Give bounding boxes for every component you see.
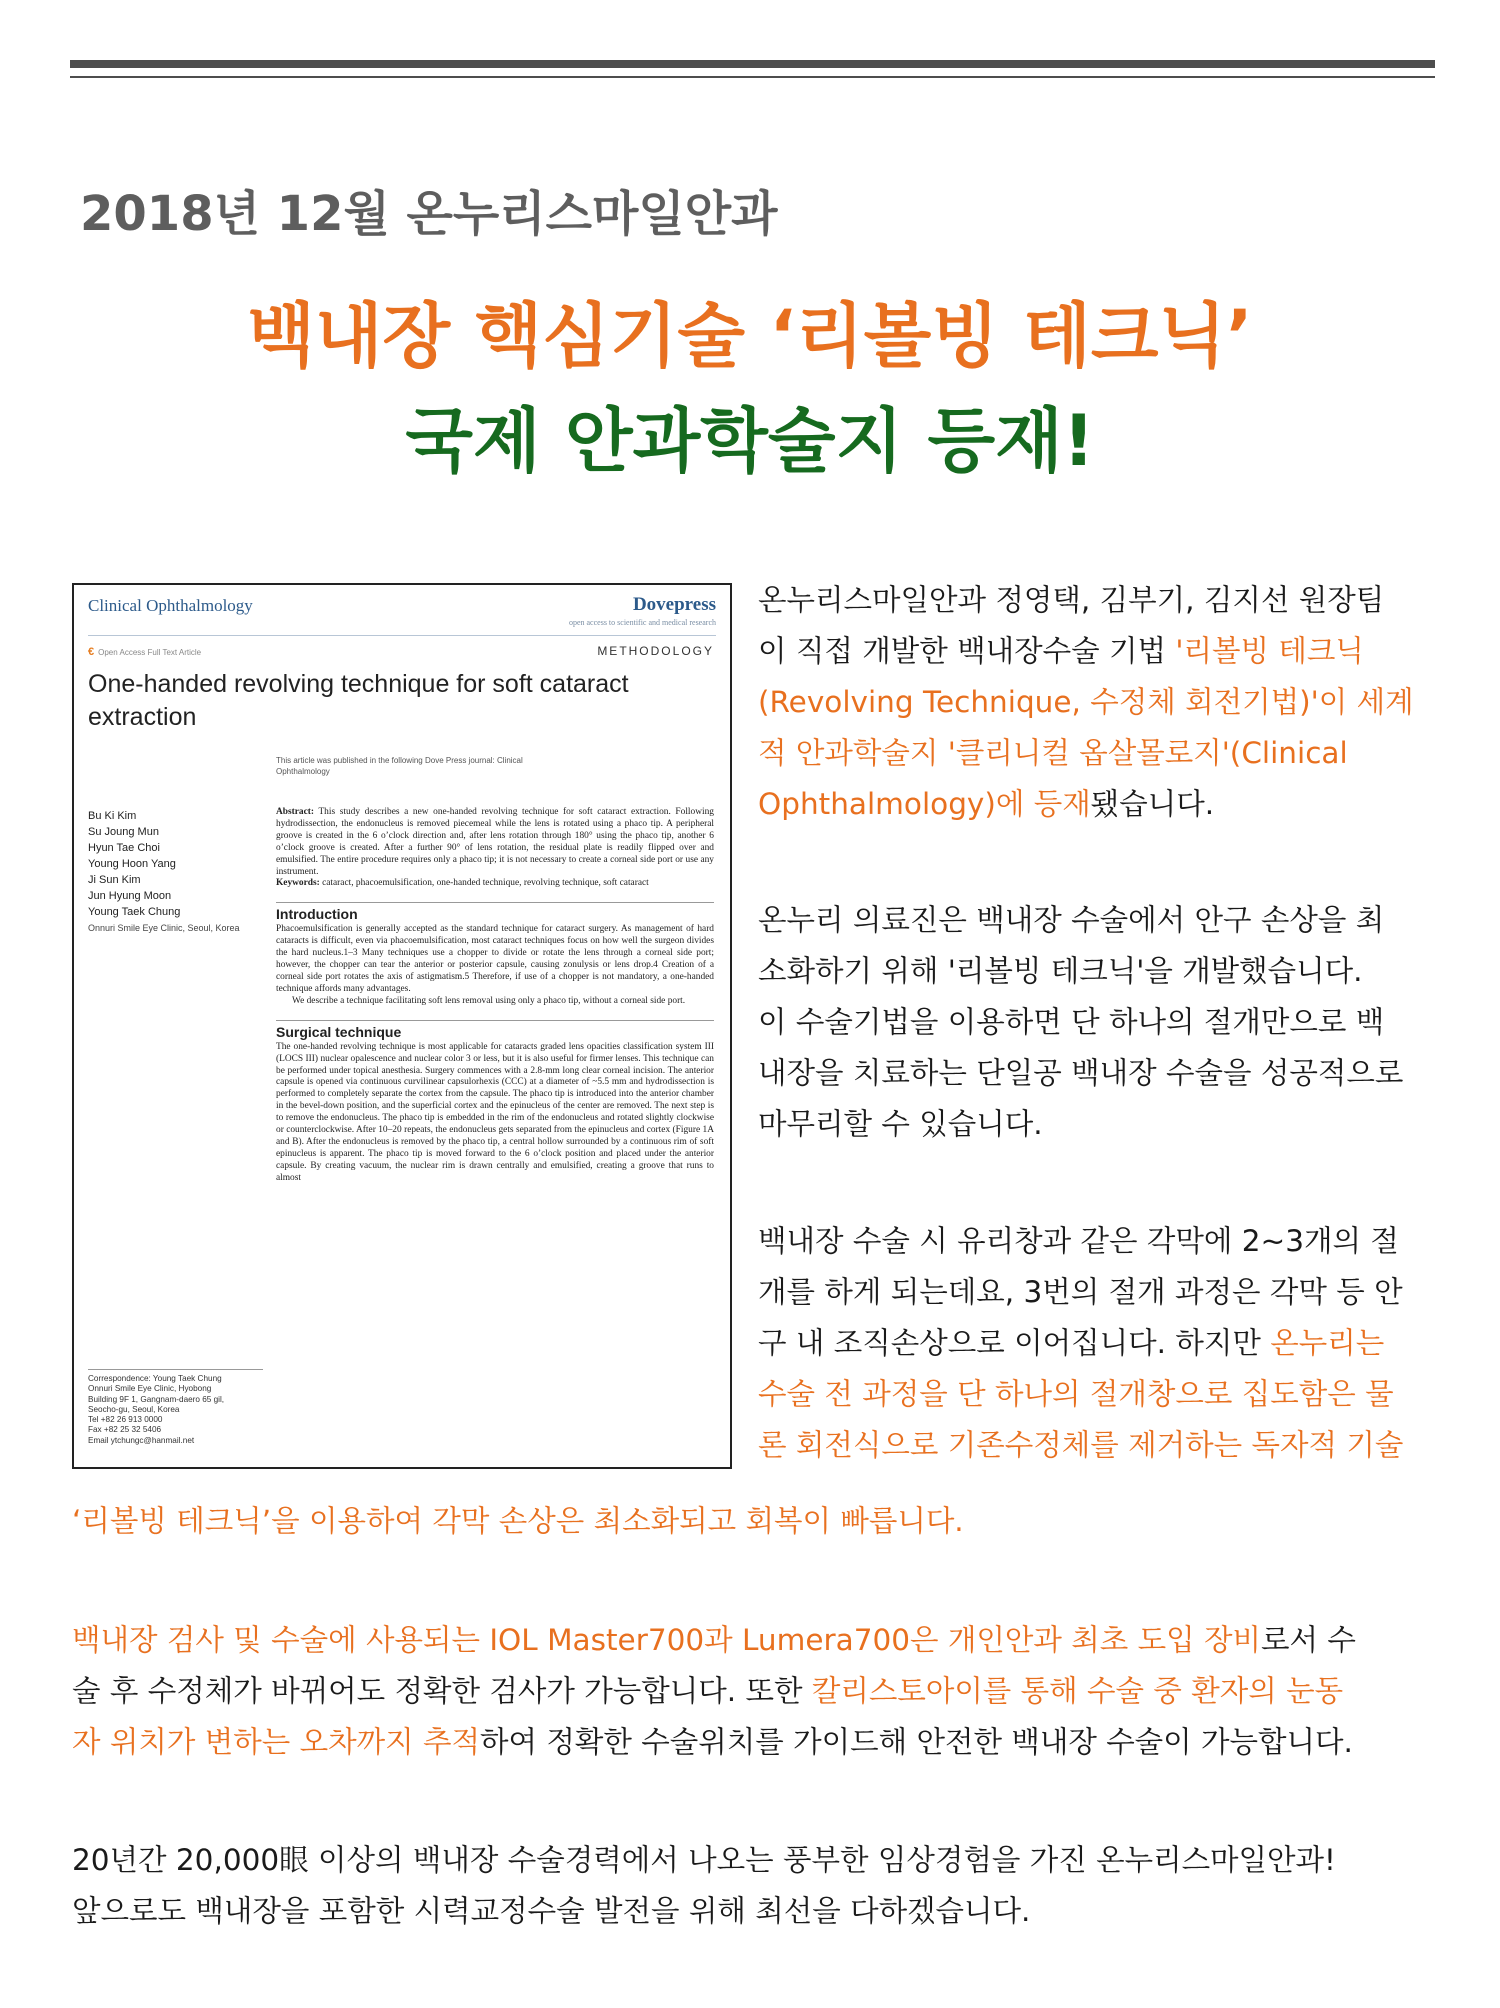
body-text: 구 내 조직손상으로 이어집니다. 하지만 [758, 1326, 1271, 1360]
highlight-text: ‘리볼빙 테크닉’을 이용하여 각막 손상은 최소화되고 회복이 빠릅니다. [72, 1504, 964, 1538]
article-author: Hyun Tae Choi [88, 842, 160, 854]
body-text: 내장을 치료하는 단일공 백내장 수술을 성공적으로 [758, 1056, 1404, 1090]
introduction-text-2: We describe a technique facilitating soft lens removal using only a phaco tip, without a corneal side port. [292, 995, 686, 1006]
text-line [758, 1420, 1403, 1471]
highlight-text: 자 위치가 변하는 오차까지 추적 [72, 1725, 480, 1759]
paragraph-incision-conclusion [72, 1496, 964, 1547]
surgical-technique-text: The one-handed revolving technique is most applicable for cataracts graded lens opacities classification system III (LOCS III) nuclear opalescence and nuclear color 3 or less, but it is also useful for firmer lenses. This technique can be performed under topical anesthesia. Surgery commences with a 2.8-mm long clear corneal incision. The anterior capsule is opened via continuous curvilinear capsulorhexis (CCC) at a diameter of ~5.5 mm and hydrodissection is performed to completely separate the cortex from the capsule. The phaco tip is introduced into the anterior chamber in the bevel-down position, and the superficial cortex and the epinucleus of the center are removed. The next step is to remove the endonucleus. The phaco tip is embedded in the rim of the endonucleus and rotated slightly clockwise or counterclockwise. After 10–20 repeats, the endonucleus gets separated from the epinucleus and cortex (Figure 1A and B). After the endonucleus is removed by the phaco tip, a central hollow surrounded by a continuous rim of soft epinucleus is apparent. The phaco tip is moved forward to the 6 o’clock position and placed under the anterior capsule. By creating vacuum, the nuclear rim is drawn centrally and emulsified, creating a groove that runs to almost [276, 1041, 714, 1183]
correspondence-line: Tel +82 26 913 0000 [88, 1415, 163, 1425]
body-text: 개를 하게 되는데요, 3번의 절개 과정은 각막 등 안 [758, 1275, 1403, 1309]
eyebrow-date-clinic: 2018년 12월 온누리스마일안과 [80, 186, 778, 242]
highlight-text: 수술 전 과정을 단 하나의 절개창으로 집도함은 물 [758, 1377, 1394, 1411]
article-body [276, 807, 714, 1185]
text-line [758, 1369, 1403, 1420]
article-journal-name: Clinical Ophthalmology [88, 596, 253, 615]
body-text: 술 후 수정체가 바뀌어도 정확한 검사가 가능합니다. 또한 [72, 1674, 812, 1708]
text-line [72, 1666, 1356, 1717]
highlight-text: 온누리는 [1270, 1326, 1385, 1360]
body-text: 백내장 수술 시 유리창과 같은 각막에 2~3개의 절 [758, 1224, 1399, 1258]
body-text: 온누리 의료진은 백내장 수술에서 안구 손상을 최 [758, 903, 1385, 937]
abstract-label: Abstract: [276, 807, 315, 817]
journal-article-image [72, 583, 732, 1469]
highlight-text: '리볼빙 테크닉 [1175, 634, 1364, 668]
correspondence-line: Seocho-gu, Seoul, Korea [88, 1404, 180, 1414]
highlight-text: 론 회전식으로 기존수정체를 제거하는 독자적 기술 [758, 1428, 1404, 1462]
abstract-text: This study describes a new one-handed revolving technique for soft cataract extraction. Following hydrodissection, the endonucleus is removed piecemeal while the lens is rotated using a phaco tip. A peripheral groove is created in the 6 o’clock direction and, after lens rotation through 180° using the phaco tip, another 6 o’clock groove is created. After a further 90° of lens rotation, the residual plate is readily flipped over and emulsified. The entire procedure requires only a phaco tip; it is not necessary to create a corneal side port or use any instrument. [276, 807, 714, 877]
paragraph-incision [758, 1216, 1403, 1471]
text-line [72, 1717, 1356, 1768]
article-abstract [276, 807, 714, 878]
text-line [72, 1835, 1336, 1886]
keywords-label: Keywords: [276, 878, 320, 889]
text-line [758, 1267, 1403, 1318]
body-text: 이 수술기법을 이용하면 단 하나의 절개만으로 백 [758, 1005, 1385, 1039]
section-heading-surgical: Surgical technique [276, 1020, 714, 1041]
body-text: 소화하기 위해 '리볼빙 테크닉'을 개발했습니다. [758, 954, 1363, 988]
article-author: Su Joung Mun [88, 826, 159, 838]
text-line [758, 575, 1414, 626]
text-line [758, 1099, 1403, 1150]
article-author: Bu Ki Kim [88, 810, 137, 822]
article-publication-note: This article was published in the following Dove Press journal: Clinical Ophthalmology [276, 756, 523, 776]
article-keywords [276, 878, 714, 890]
text-line [72, 1496, 964, 1547]
text-line [758, 728, 1414, 779]
article-affiliation: Onnuri Smile Eye Clinic, Seoul, Korea [88, 923, 240, 933]
body-text: 됐습니다. [1090, 787, 1215, 821]
highlight-text: 백내장 검사 및 수술에 사용되는 IOL Master700과 Lumera700은 개인안과 최초 도입 장비 [72, 1623, 1261, 1657]
highlight-text: 적 안과학술지 '클리니컬 옵살몰로지'(Clinical [758, 736, 1348, 770]
article-author: Ji Sun Kim [88, 874, 141, 886]
article-author: Young Taek Chung [88, 906, 181, 918]
paragraph-equipment [72, 1615, 1356, 1768]
article-open-access [88, 646, 201, 658]
body-text: 로서 수 [1261, 1623, 1356, 1657]
top-rule-thick [70, 60, 1435, 68]
highlight-text: (Revolving Technique, 수정체 회전기법)'이 세계 [758, 685, 1414, 719]
body-text: 마무리할 수 있습니다. [758, 1107, 1043, 1141]
text-line [758, 1216, 1403, 1267]
body-text: 20년간 20,000眼 이상의 백내장 수술경력에서 나오는 풍부한 임상경험을 가진 온누리스마일안과! [72, 1843, 1336, 1877]
text-line [758, 895, 1403, 946]
text-line [72, 1615, 1356, 1666]
correspondence-divider [88, 1369, 263, 1370]
text-line [758, 1048, 1403, 1099]
article-correspondence [88, 1374, 273, 1446]
paragraph-development [758, 895, 1403, 1150]
article-title: One-handed revolving technique for soft cataract extraction [88, 670, 629, 731]
correspondence-line: Onnuri Smile Eye Clinic, Hyobong [88, 1384, 212, 1394]
article-header-divider [88, 635, 716, 636]
text-line [758, 779, 1414, 830]
paragraph-closing [72, 1835, 1336, 1937]
text-line [758, 677, 1414, 728]
correspondence-line: Email ytchungc@hanmail.net [88, 1435, 195, 1445]
article-publisher-logo: Dovepress [632, 594, 716, 615]
body-text: 하여 정확한 수술위치를 가이드해 안전한 백내장 수술이 가능합니다. [479, 1725, 1353, 1759]
text-line [758, 626, 1414, 677]
introduction-text: Phacoemulsification is generally accepted as the standard technique for cataract surgery. As management of hard cataracts is difficult, even via phacoemulsification, most cataract techniques focus on how well the surgeon divides the hard nucleus.1–3 Many techniques use a chopper to divide or rotate the lens through a corneal side port; however, the chopper can tear the anterior or posterior capsule, causing zonulysis or lens drop.4 Creation of a corneal side port rotates the axis of astigmatism.5 Therefore, if use of a chopper is not mandatory, a one-handed technique affords many advantages. [276, 924, 714, 994]
text-line [72, 1886, 1336, 1937]
headline-journal-publication: 국제 안과학술지 등재! [405, 400, 1095, 482]
body-text: 온누리스마일안과 정영택, 김부기, 김지선 원장팀 [758, 583, 1385, 617]
article-publisher-tagline: open access to scientific and medical research [568, 618, 716, 627]
highlight-text: 칼리스토아이를 통해 수술 중 환자의 눈동 [811, 1674, 1344, 1708]
body-text: 이 직접 개발한 백내장수술 기법 [758, 634, 1176, 668]
headline-revolving-technique: 백내장 핵심기술 ‘리볼빙 테크닉’ [247, 295, 1253, 377]
correspondence-line: Fax +82 25 32 5406 [88, 1425, 162, 1435]
section-heading-introduction: Introduction [276, 902, 714, 923]
keywords-text: cataract, phacoemulsification, one-handed technique, revolving technique, soft cataract [322, 878, 649, 889]
open-access-icon: € [88, 646, 95, 658]
article-open-access-label: Open Access Full Text Article [98, 648, 202, 657]
article-author: Jun Hyung Moon [88, 890, 172, 902]
article-authors [88, 808, 268, 935]
paragraph-publication [758, 575, 1414, 830]
body-text: 앞으로도 백내장을 포함한 시력교정수술 발전을 위해 최선을 다하겠습니다. [72, 1894, 1031, 1928]
top-rule-thin [70, 76, 1435, 78]
correspondence-line: Building 9F 1, Gangnam-daero 65 gil, [88, 1394, 225, 1404]
text-line [758, 946, 1403, 997]
highlight-text: Ophthalmology)에 등재 [758, 787, 1091, 821]
article-author: Young Hoon Yang [88, 858, 176, 870]
correspondence-line: Correspondence: Young Taek Chung [88, 1374, 222, 1383]
article-type: METHODOLOGY [597, 644, 714, 658]
text-line [758, 997, 1403, 1048]
text-line [758, 1318, 1403, 1369]
